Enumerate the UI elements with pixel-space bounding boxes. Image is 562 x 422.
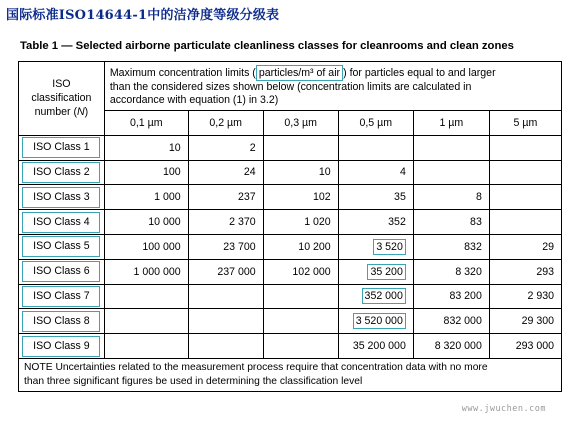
- concentration-value: 8 320: [455, 265, 482, 278]
- size-header: 0,2 µm: [188, 111, 263, 136]
- iso-header-line-3: number (N): [34, 106, 89, 119]
- table-note: [19, 358, 562, 391]
- concentration-cell: [263, 160, 338, 185]
- iso-classification-header: [19, 62, 105, 136]
- table-caption: Table 1 — Selected airborne particulate cleanliness classes for cleanrooms and clean zones: [20, 40, 514, 52]
- highlighted-value-box: 3 520 000: [353, 313, 406, 329]
- watermark: www.jwuchen.com: [461, 404, 546, 414]
- concentration-cell: [413, 234, 489, 259]
- iso-class-label: ISO Class 4: [22, 212, 100, 233]
- description-line-1: Maximum concentration limits ( particles/m³ of air ) for particles equal to and larger: [109, 67, 496, 79]
- header-row: [19, 62, 562, 111]
- concentration-cell: [263, 210, 338, 235]
- concentration-cell: [489, 210, 561, 235]
- iso-class-label: ISO Class 8: [22, 311, 100, 332]
- concentration-cell: [188, 334, 263, 359]
- concentration-cell: [188, 210, 263, 235]
- iso-class-label: ISO Class 2: [22, 162, 100, 183]
- iso-class-cell: [19, 334, 105, 359]
- concentration-cell: [489, 160, 561, 185]
- table-row: [19, 185, 562, 210]
- concentration-cell: [413, 210, 489, 235]
- iso-class-cell: [19, 160, 105, 185]
- concentration-value: 102: [313, 191, 331, 204]
- concentration-value: 1 000: [154, 191, 181, 204]
- highlighted-value-box: 35 200: [367, 264, 405, 280]
- iso-class-label: ISO Class 3: [22, 187, 100, 208]
- iso-class-cell: [19, 309, 105, 334]
- concentration-cell: [489, 309, 561, 334]
- concentration-cell: [413, 334, 489, 359]
- concentration-cell: [188, 259, 263, 284]
- concentration-value: 8: [475, 191, 482, 204]
- concentration-cell: [263, 334, 338, 359]
- concentration-value: 35 200 000: [352, 340, 406, 353]
- concentration-value: 29 300: [521, 315, 554, 328]
- concentration-value: 8 320 000: [434, 340, 482, 353]
- concentration-value: 2: [249, 141, 256, 154]
- description-line-3: accordance with equation (1) in 3.2): [109, 94, 279, 106]
- table-row: [19, 160, 562, 185]
- concentration-cell: [263, 234, 338, 259]
- concentration-value: 102 000: [292, 265, 331, 278]
- description-line-2: than the considered sizes shown below (concentration limits are calculated in: [109, 81, 472, 93]
- concentration-value: 83: [470, 216, 482, 229]
- concentration-value: 83 200: [449, 290, 482, 303]
- concentration-cell: [188, 135, 263, 160]
- concentration-value: 2 370: [229, 216, 256, 229]
- concentration-cell: [413, 135, 489, 160]
- concentration-cell: [489, 185, 561, 210]
- concentration-value: 4: [399, 166, 406, 179]
- size-header: 5 µm: [489, 111, 561, 136]
- concentration-value: 237 000: [217, 265, 256, 278]
- unit-highlight-box: particles/m³ of air: [256, 65, 343, 81]
- concentration-value: 10 000: [148, 216, 181, 229]
- concentration-cell: [104, 160, 188, 185]
- highlighted-value-box: 3 520: [373, 239, 406, 255]
- concentration-value: 2 930: [527, 290, 554, 303]
- concentration-cell: [188, 160, 263, 185]
- concentration-cell: [338, 284, 413, 309]
- concentration-value: 23 700: [223, 240, 256, 253]
- size-header: 0,1 µm: [104, 111, 188, 136]
- concentration-cell: [413, 160, 489, 185]
- highlighted-value-box: 352 000: [362, 288, 406, 304]
- table-row: [19, 309, 562, 334]
- concentration-value: 24: [243, 166, 256, 179]
- concentration-cell: [263, 284, 338, 309]
- concentration-cell: [263, 135, 338, 160]
- table-row: [19, 234, 562, 259]
- iso-class-cell: [19, 259, 105, 284]
- concentration-value: 832 000: [443, 315, 482, 328]
- table-row: [19, 210, 562, 235]
- concentration-value: 352: [388, 216, 406, 229]
- concentration-value: 10 200: [298, 240, 331, 253]
- concentration-value: 35: [394, 191, 406, 204]
- concentration-cell: [338, 185, 413, 210]
- concentration-value: 100 000: [142, 240, 181, 253]
- concentration-cell: [338, 160, 413, 185]
- concentration-cell: [104, 135, 188, 160]
- note-line: than three significant figures be used in determining the classification level: [24, 375, 363, 387]
- concentration-cell: [104, 185, 188, 210]
- concentration-cell: [263, 259, 338, 284]
- concentration-cell: [489, 135, 561, 160]
- size-header: 0,5 µm: [338, 111, 413, 136]
- concentration-cell: [413, 185, 489, 210]
- iso-class-label: ISO Class 9: [22, 336, 100, 357]
- concentration-cell: [338, 210, 413, 235]
- concentration-value: 100: [162, 166, 181, 179]
- concentration-value: 237: [238, 191, 256, 204]
- concentration-cell: [104, 309, 188, 334]
- concentration-cell: [188, 234, 263, 259]
- chinese-title: 国际标准ISO14644-1中的洁净度等级分级表: [6, 8, 280, 23]
- table-row: [19, 334, 562, 359]
- size-header: 1 µm: [413, 111, 489, 136]
- concentration-description: [104, 62, 561, 111]
- concentration-value: 1 020: [304, 216, 331, 229]
- concentration-value: 10: [168, 141, 181, 154]
- iso-cleanliness-table: [18, 61, 562, 392]
- iso-class-cell: [19, 234, 105, 259]
- concentration-cell: [188, 284, 263, 309]
- iso-class-label: ISO Class 7: [22, 286, 100, 307]
- concentration-cell: [489, 334, 561, 359]
- iso-header-line-1: ISO: [52, 78, 71, 91]
- table-row: [19, 259, 562, 284]
- iso-header-line-2: classification: [31, 92, 92, 105]
- concentration-cell: [413, 284, 489, 309]
- iso-class-cell: [19, 210, 105, 235]
- iso-class-label: ISO Class 5: [22, 236, 100, 257]
- concentration-cell: [338, 234, 413, 259]
- concentration-value: 832: [464, 240, 482, 253]
- iso-class-cell: [19, 135, 105, 160]
- concentration-value: 293: [536, 265, 554, 278]
- note-line: NOTE Uncertainties related to the measurement process require that concentration data with no more: [24, 361, 488, 373]
- concentration-cell: [489, 284, 561, 309]
- concentration-cell: [338, 259, 413, 284]
- table-row: [19, 284, 562, 309]
- concentration-cell: [104, 284, 188, 309]
- concentration-value: 10: [318, 166, 331, 179]
- concentration-cell: [338, 309, 413, 334]
- concentration-cell: [413, 309, 489, 334]
- concentration-cell: [413, 259, 489, 284]
- note-row: [19, 358, 562, 391]
- concentration-cell: [338, 334, 413, 359]
- concentration-cell: [338, 135, 413, 160]
- concentration-cell: [188, 185, 263, 210]
- concentration-cell: [489, 234, 561, 259]
- concentration-cell: [263, 185, 338, 210]
- concentration-cell: [489, 259, 561, 284]
- concentration-cell: [104, 234, 188, 259]
- concentration-value: 29: [542, 240, 554, 253]
- concentration-cell: [188, 309, 263, 334]
- table-row: [19, 135, 562, 160]
- concentration-value: 293 000: [515, 340, 554, 353]
- concentration-cell: [104, 259, 188, 284]
- concentration-cell: [263, 309, 338, 334]
- concentration-cell: [104, 334, 188, 359]
- iso-class-cell: [19, 185, 105, 210]
- iso-class-label: ISO Class 1: [22, 137, 100, 158]
- size-header: 0,3 µm: [263, 111, 338, 136]
- iso-class-cell: [19, 284, 105, 309]
- iso-class-label: ISO Class 6: [22, 261, 100, 282]
- concentration-cell: [104, 210, 188, 235]
- concentration-value: 1 000 000: [133, 265, 181, 278]
